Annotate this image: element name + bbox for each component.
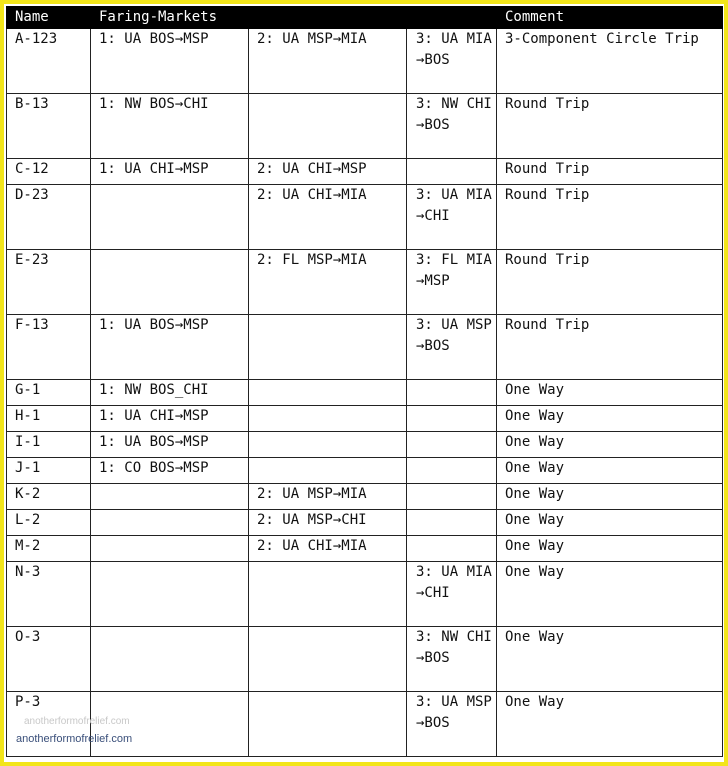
cell-name: N-3 [7,562,91,627]
cell-faring-1: 1: UA BOS→MSP [91,432,249,458]
table-row [7,484,723,510]
faring-markets-table [6,6,723,757]
cell-faring-2: 2: UA CHI→MSP [249,159,407,185]
cell-faring-1: 1: UA BOS→MSP [91,315,249,380]
cell-faring-1 [91,484,249,510]
table-row [7,432,723,458]
cell-faring-1: 1: CO BOS→MSP [91,458,249,484]
cell-name: L-2 [7,510,91,536]
cell-faring-1 [91,536,249,562]
cell-name: F-13 [7,315,91,380]
cell-faring-2 [249,94,407,159]
cell-comment: Round Trip [497,159,723,185]
cell-faring-2: 2: UA CHI→MIA [249,185,407,250]
header-faring-markets: Faring-Markets [91,7,249,29]
cell-faring-3 [407,458,497,484]
cell-faring-2: 2: UA MSP→MIA [249,484,407,510]
table-row [7,562,723,627]
cell-faring-3: 3: UA MSP→BOS [407,315,497,380]
cell-name: C-12 [7,159,91,185]
cell-faring-3 [407,536,497,562]
cell-faring-1: 1: NW BOS_CHI [91,380,249,406]
cell-comment: One Way [497,627,723,692]
cell-faring-1: 1: UA BOS→MSP [91,29,249,94]
table-row [7,185,723,250]
cell-comment: One Way [497,458,723,484]
cell-comment: Round Trip [497,315,723,380]
cell-faring-3 [407,432,497,458]
cell-faring-1 [91,562,249,627]
cell-comment: One Way [497,380,723,406]
cell-faring-2 [249,406,407,432]
cell-comment: One Way [497,692,723,757]
cell-faring-3: 3: NW CHI→BOS [407,94,497,159]
table-row [7,627,723,692]
cell-faring-2 [249,458,407,484]
cell-faring-2 [249,380,407,406]
cell-comment: Round Trip [497,250,723,315]
cell-faring-3 [407,406,497,432]
header-blank-3 [407,7,497,29]
table-header [7,7,723,29]
cell-comment: Round Trip [497,185,723,250]
cell-name: B-13 [7,94,91,159]
table-row [7,536,723,562]
cell-faring-1 [91,250,249,315]
table-row [7,94,723,159]
cell-faring-2: 2: UA MSP→CHI [249,510,407,536]
cell-faring-1 [91,510,249,536]
cell-faring-2 [249,432,407,458]
faint-watermark: anotherformofrelief.com [24,716,130,727]
cell-faring-1 [91,185,249,250]
cell-faring-2: 2: FL MSP→MIA [249,250,407,315]
cell-comment: One Way [497,406,723,432]
cell-name: A-123 [7,29,91,94]
table-body [7,29,723,757]
cell-name: E-23 [7,250,91,315]
cell-faring-3 [407,510,497,536]
cell-comment: Round Trip [497,94,723,159]
table-row [7,458,723,484]
cell-name: H-1 [7,406,91,432]
table-row [7,159,723,185]
cell-faring-2 [249,315,407,380]
header-comment: Comment [497,7,723,29]
cell-faring-3 [407,159,497,185]
cell-faring-2 [249,692,407,757]
cell-faring-2 [249,627,407,692]
cell-faring-3: 3: NW CHI→BOS [407,627,497,692]
cell-name: D-23 [7,185,91,250]
header-blank-2 [249,7,407,29]
table-row [7,29,723,94]
cell-name: P-3 [7,692,91,757]
cell-faring-3: 3: UA MIA→CHI [407,562,497,627]
cell-name: G-1 [7,380,91,406]
cell-faring-3 [407,484,497,510]
cell-faring-1 [91,627,249,692]
table-row [7,380,723,406]
table-row [7,250,723,315]
cell-faring-1: 1: UA CHI→MSP [91,406,249,432]
cell-comment: One Way [497,536,723,562]
header-row [7,7,723,29]
cell-comment: One Way [497,432,723,458]
table-row [7,510,723,536]
cell-faring-3: 3: FL MIA→MSP [407,250,497,315]
header-name: Name [7,7,91,29]
cell-comment: 3-Component Circle Trip [497,29,723,94]
cell-faring-3: 3: UA MIA→BOS [407,29,497,94]
cell-comment: One Way [497,484,723,510]
cell-name: J-1 [7,458,91,484]
cell-faring-3 [407,380,497,406]
cell-faring-1: 1: UA CHI→MSP [91,159,249,185]
cell-name: I-1 [7,432,91,458]
table-row [7,406,723,432]
cell-name: M-2 [7,536,91,562]
cell-comment: One Way [497,510,723,536]
cell-comment: One Way [497,562,723,627]
cell-faring-3: 3: UA MIA→CHI [407,185,497,250]
cell-faring-1: 1: NW BOS→CHI [91,94,249,159]
table-row [7,315,723,380]
cell-faring-3: 3: UA MSP→BOS [407,692,497,757]
cell-faring-2 [249,562,407,627]
cell-faring-2: 2: UA CHI→MIA [249,536,407,562]
cell-name: K-2 [7,484,91,510]
cell-name: O-3 [7,627,91,692]
cell-faring-2: 2: UA MSP→MIA [249,29,407,94]
site-watermark: anotherformofrelief.com [16,733,133,745]
